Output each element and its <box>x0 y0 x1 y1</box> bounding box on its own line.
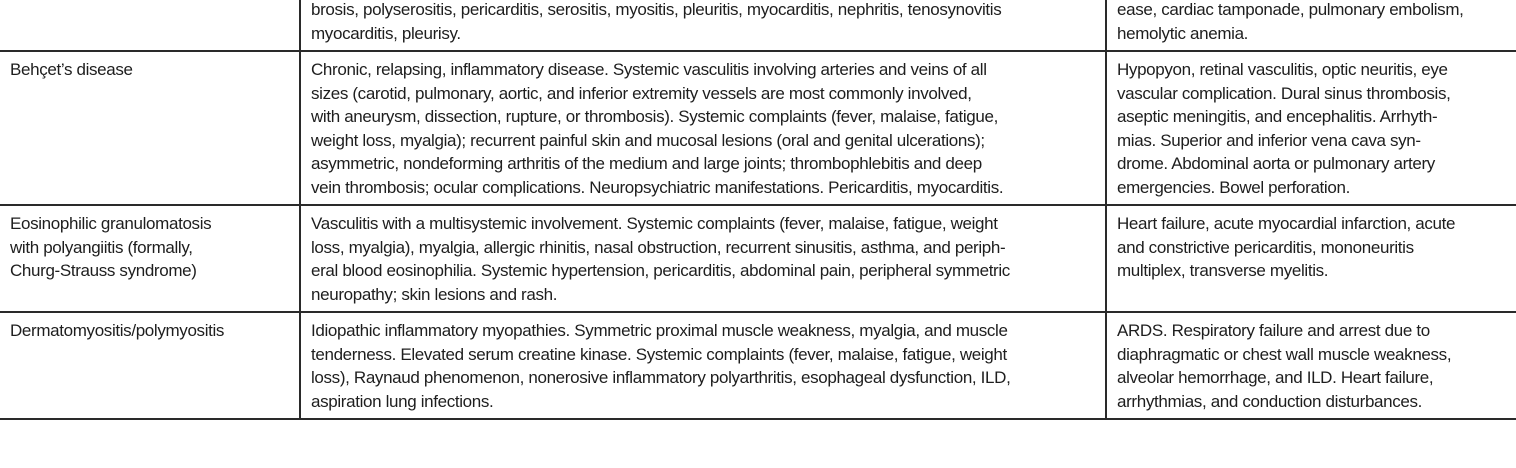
complications-line: hemolytic anemia. <box>1117 23 1249 43</box>
features-cell <box>300 205 1106 312</box>
features-line: weight loss, myalgia); recurrent painful skin and mucosal lesions (oral and genital ulcerations); <box>311 130 985 150</box>
features-cell <box>300 312 1106 419</box>
complications-cell <box>1106 0 1516 51</box>
features-line: myocarditis, pleurisy. <box>311 23 461 43</box>
disease-name-cell <box>0 0 300 51</box>
complications-line: mias. Superior and inferior vena cava syn- <box>1117 130 1421 150</box>
disease-name-line: Behçet’s disease <box>10 60 133 79</box>
features-line: neuropathy; skin lesions and rash. <box>311 284 558 304</box>
features-line: brosis, polyserositis, pericarditis, serositis, myositis, pleuritis, myocarditis, nephritis, tenosynovitis <box>311 0 1002 19</box>
features-line: loss, myalgia), myalgia, allergic rhinitis, nasal obstruction, recurrent sinusitis, asthma, and periph- <box>311 237 1006 257</box>
complications-line: drome. Abdominal aorta or pulmonary artery <box>1117 154 1435 173</box>
disease-name-cell <box>0 312 300 419</box>
complications-line: Heart failure, acute myocardial infarction, acute <box>1117 214 1456 233</box>
complications-line: multiplex, transverse myelitis. <box>1117 261 1329 280</box>
features-line: eral blood eosinophilia. Systemic hypertension, pericarditis, abdominal pain, peripheral symmetric <box>311 261 1010 280</box>
complications-cell <box>1106 51 1516 205</box>
features-line: loss), Raynaud phenomenon, nonerosive inflammatory polyarthritis, esophageal dysfunction, ILD, <box>311 368 1011 387</box>
features-cell <box>300 51 1106 205</box>
features-line: sizes (carotid, pulmonary, aortic, and inferior extremity vessels are most commonly involved, <box>311 83 972 103</box>
features-line: tenderness. Elevated serum creatine kinase. Systemic complaints (fever, malaise, fatigue, weight <box>311 344 1007 364</box>
disease-name-line: Churg-Strauss syndrome) <box>10 261 197 280</box>
table-row <box>0 0 1516 51</box>
features-line: aspiration lung infections. <box>311 391 494 411</box>
features-line: Vasculitis with a multisystemic involvement. Systemic complaints (fever, malaise, fatigue, weight <box>311 214 998 233</box>
table-row <box>0 312 1516 419</box>
complications-line: vascular complication. Dural sinus thrombosis, <box>1117 83 1451 103</box>
complications-cell <box>1106 205 1516 312</box>
complications-line: arrhythmias, and conduction disturbances. <box>1117 391 1423 411</box>
features-line: Chronic, relapsing, inflammatory disease. Systemic vasculitis involving arteries and veins of all <box>311 60 987 79</box>
features-line: Idiopathic inflammatory myopathies. Symmetric proximal muscle weakness, myalgia, and muscle <box>311 321 1008 340</box>
complications-cell <box>1106 312 1516 419</box>
features-line: vein thrombosis; ocular complications. Neuropsychiatric manifestations. Pericarditis, myocarditis. <box>311 177 1004 197</box>
disease-name-line: Eosinophilic granulomatosis <box>10 214 212 233</box>
table-row <box>0 51 1516 205</box>
disease-name-cell <box>0 205 300 312</box>
complications-line: and constrictive pericarditis, mononeuritis <box>1117 237 1414 257</box>
complications-line: diaphragmatic or chest wall muscle weakness, <box>1117 344 1452 364</box>
disease-name-line: with polyangiitis (formally, <box>10 237 193 257</box>
complications-line: Hypopyon, retinal vasculitis, optic neuritis, eye <box>1117 60 1448 79</box>
features-line: with aneurysm, dissection, rupture, or thrombosis). Systemic complaints (fever, malaise, fatigue, <box>311 107 998 126</box>
table-row <box>0 205 1516 312</box>
complications-line: emergencies. Bowel perforation. <box>1117 177 1350 197</box>
features-line: asymmetric, nondeforming arthritis of the medium and large joints; thrombophlebitis and deep <box>311 154 982 173</box>
complications-line: ease, cardiac tamponade, pulmonary embolism, <box>1117 0 1464 19</box>
features-cell <box>300 0 1106 51</box>
complications-line: aseptic meningitis, and encephalitis. Arrhyth- <box>1117 107 1438 126</box>
complications-line: ARDS. Respiratory failure and arrest due to <box>1117 321 1430 340</box>
disease-name-line: Dermatomyositis/polymyositis <box>10 321 225 340</box>
disease-name-cell <box>0 51 300 205</box>
complications-line: alveolar hemorrhage, and ILD. Heart failure, <box>1117 368 1434 387</box>
